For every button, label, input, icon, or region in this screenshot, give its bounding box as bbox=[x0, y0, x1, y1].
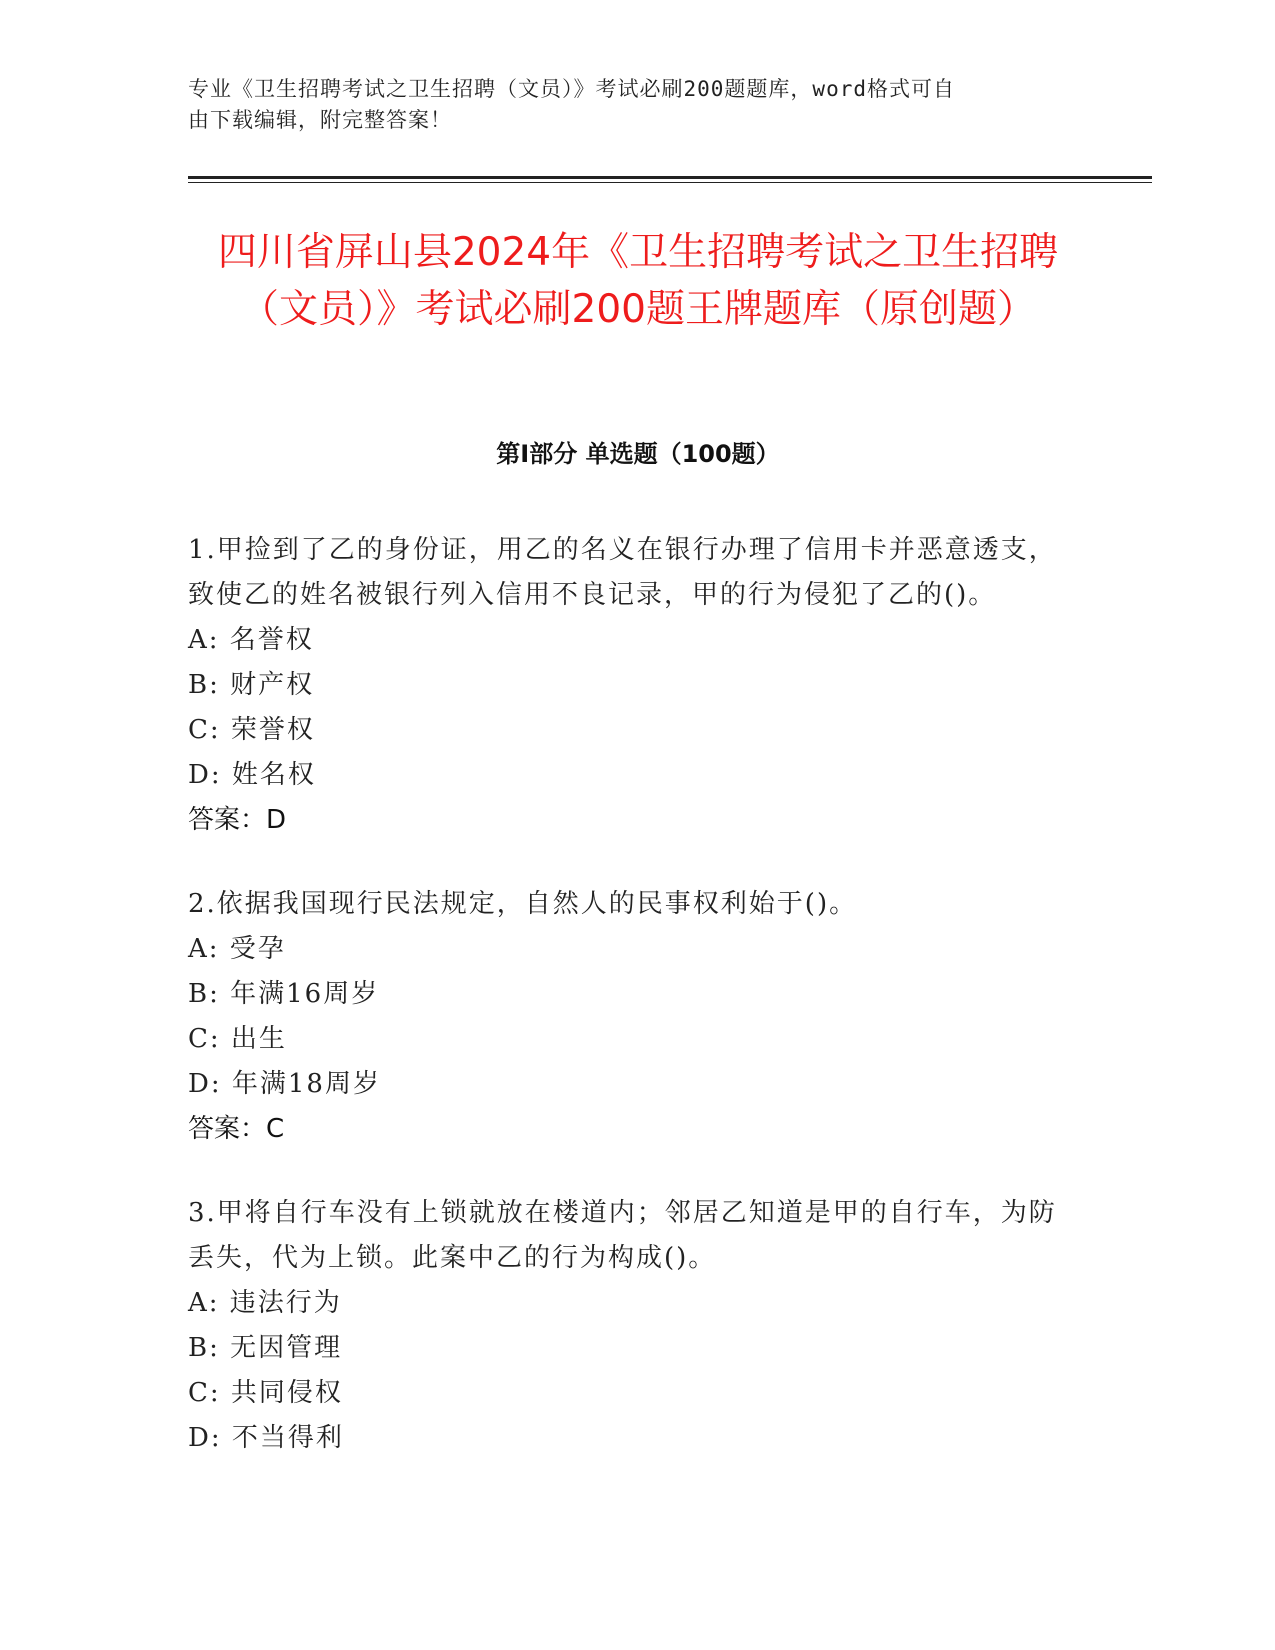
option-d: D: 年满18周岁 bbox=[188, 1069, 381, 1099]
answer: 答案：C bbox=[188, 1114, 285, 1144]
option-a: A: 受孕 bbox=[188, 934, 286, 964]
section-title: 第Ⅰ部分 单选题（100题） bbox=[496, 440, 780, 468]
header-rule-thin bbox=[188, 182, 1152, 183]
option-d: D: 不当得利 bbox=[188, 1423, 344, 1453]
answer: 答案：D bbox=[188, 805, 287, 835]
option-b: B: 财产权 bbox=[188, 670, 315, 700]
question-3 bbox=[188, 1191, 1068, 1461]
option-b: B: 年满16周岁 bbox=[188, 979, 380, 1009]
document-title: 四川省屏山县2024年《卫生招聘考试之卫生招聘（文员）》考试必刷200题王牌题库（原创题） bbox=[217, 230, 1059, 332]
option-b: B: 无因管理 bbox=[188, 1333, 343, 1363]
option-c: C: 共同侵权 bbox=[188, 1378, 343, 1408]
option-a: A: 违法行为 bbox=[188, 1288, 342, 1318]
header-note-line-1: 专业《卫生招聘考试之卫生招聘（文员）》考试必刷200题题库，word格式可自 bbox=[188, 77, 955, 101]
option-a: A: 名誉权 bbox=[188, 625, 314, 655]
header-note bbox=[188, 74, 1068, 136]
option-c: C: 荣誉权 bbox=[188, 715, 315, 745]
question-list bbox=[188, 528, 1068, 1500]
option-d: D: 姓名权 bbox=[188, 760, 316, 790]
header-rule-thick bbox=[188, 176, 1152, 179]
option-c: C: 出生 bbox=[188, 1024, 287, 1054]
header-note-line-2: 由下载编辑，附完整答案！ bbox=[188, 108, 452, 132]
question-stem: 3.甲将自行车没有上锁就放在楼道内；邻居乙知道是甲的自行车，为防丢失，代为上锁。此案中乙的行为构成()。 bbox=[188, 1198, 1057, 1273]
question-1 bbox=[188, 528, 1068, 843]
question-2 bbox=[188, 882, 1068, 1152]
question-stem: 2.依据我国现行民法规定，自然人的民事权利始于()。 bbox=[188, 889, 858, 919]
question-stem: 1.甲捡到了乙的身份证，用乙的名义在银行办理了信用卡并恶意透支，致使乙的姓名被银行列入信用不良记录，甲的行为侵犯了乙的()。 bbox=[188, 535, 1057, 610]
